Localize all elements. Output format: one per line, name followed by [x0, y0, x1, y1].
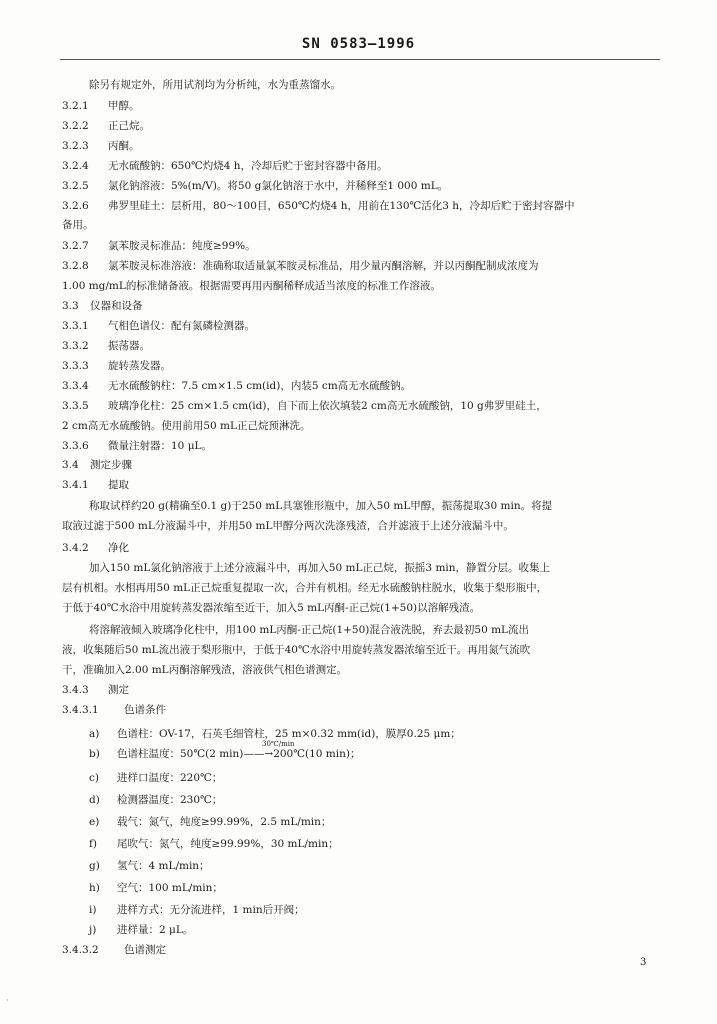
clause-text: 称取试样约20 g(精确至0.1 g)于250 mL具塞锥形瓶中，加入50 mL甲醇，振荡提取30 min。将提 — [89, 500, 553, 512]
clause-text: 2 cm高无水硫酸钠。使用前用50 mL正己烷预淋洗。 — [62, 420, 311, 432]
clause-text: 空气：100 mL/min； — [117, 882, 223, 894]
clause-text: 提取 — [108, 479, 129, 491]
margin-mark: · — [6, 996, 9, 1005]
clause-text: 振荡器。 — [108, 340, 150, 352]
clause-text: 进样量：2 μL。 — [117, 924, 194, 936]
clause-number: 3.3.2 — [62, 340, 89, 352]
clause-text: 载气：氮气，纯度≥99.99%，2.5 mL/min； — [117, 816, 332, 828]
clause-text: 取液过滤于500 mL分液漏斗中，并用50 mL甲醇分两次洗涤残渣，合并滤液于上述分液漏斗中。 — [62, 520, 514, 532]
clause-number: 3.4.3 — [62, 684, 89, 696]
clause-number: 3.3 — [62, 300, 79, 312]
clause-number: 3.2.2 — [62, 120, 89, 132]
clause-text: 无水硫酸钠：650℃灼烧4 h，冷却后贮于密封容器中备用。 — [108, 160, 388, 172]
clause-text: 液，收集随后50 mL流出液于梨形瓶中，于低于40℃水浴中用旋转蒸发器浓缩至近干。再用氮气流吹 — [62, 644, 531, 656]
clause-number: e) — [89, 816, 100, 828]
clause-text: 测定 — [108, 684, 129, 696]
clause-text: 弗罗里硅土：层析用，80～100目，650℃灼烧4 h，用前在130℃活化3 h，冷却后贮于密封容器中 — [108, 200, 575, 212]
clause-text: 旋转蒸发器。 — [108, 360, 171, 372]
clause-text: 甲醇。 — [108, 100, 140, 112]
clause-number: 3.2.4 — [62, 160, 89, 172]
clause-text: 氯苯胺灵标准溶液：准确称取适量氯苯胺灵标准品，用少量丙酮溶解，并以丙酮配制成浓度为 — [108, 260, 539, 272]
clause-text: 检测器温度：230℃； — [117, 794, 223, 806]
clause-number: 3.2.6 — [62, 200, 89, 212]
clause-text: 进样方式：无分流进样，1 min后开阀； — [117, 904, 305, 916]
ramp-rate-label: 30℃/min — [262, 740, 295, 748]
clause-text: 1.00 mg/mL的标准储备液。根据需要再用丙酮稀释成适当浓度的标准工作溶液。 — [62, 280, 441, 292]
clause-text: 除另有规定外，所用试剂均为分析纯，水为重蒸馏水。 — [89, 79, 341, 91]
clause-number: 3.4.3.2 — [62, 944, 99, 956]
clause-number: a) — [89, 728, 100, 740]
clause-text: 色谱柱：OV-17，石英毛细管柱，25 m×0.32 mm(id)，膜厚0.25 μm； — [117, 728, 461, 740]
clause-text: 氯化钠溶液：5%(m/V)。将50 g氯化钠溶于水中，并稀释至1 000 mL。 — [108, 180, 449, 192]
clause-text: 净化 — [108, 542, 129, 554]
clause-number: 3.4 — [62, 459, 79, 471]
clause-text: 层有机相。水相再用50 mL正己烷重复提取一次，合并有机相。经无水硫酸钠柱脱水，收集于梨形瓶中， — [62, 582, 548, 594]
clause-text: 测定步骤 — [90, 459, 132, 471]
clause-text: 微量注射器：10 μL。 — [108, 440, 212, 452]
clause-text: 丙酮。 — [108, 140, 140, 152]
clause-number: b) — [89, 748, 100, 760]
clause-number: 3.2.5 — [62, 180, 89, 192]
clause-text: 进样口温度：220℃； — [117, 772, 223, 784]
clause-text: 氢气：4 mL/min； — [117, 860, 210, 872]
clause-text: 氯苯胺灵标准品：纯度≥99%。 — [108, 240, 256, 252]
clause-number: 3.3.4 — [62, 380, 89, 392]
clause-number: 3.2.7 — [62, 240, 89, 252]
clause-text: 色谱条件 — [124, 704, 166, 716]
clause-text: 无水硫酸钠柱：7.5 cm×1.5 cm(id)，内装5 cm高无水硫酸钠。 — [108, 380, 412, 392]
clause-number: 3.4.2 — [62, 542, 89, 554]
clause-number: 3.3.6 — [62, 440, 89, 452]
clause-number: c) — [89, 772, 99, 784]
clause-number: i) — [89, 904, 97, 916]
clause-number: f) — [89, 838, 97, 850]
clause-number: g) — [89, 860, 100, 872]
clause-text: 于低于40℃水浴中用旋转蒸发器浓缩至近干，加入5 mL丙酮-正己烷(1+50)以溶解残渣。 — [62, 602, 481, 614]
clause-number: 3.4.3.1 — [62, 704, 99, 716]
clause-number: h) — [89, 882, 100, 894]
clause-number: 3.3.5 — [62, 400, 89, 412]
clause-text: 气相色谱仪：配有氮磷检测器。 — [108, 320, 255, 332]
clause-text: 加入150 mL氯化钠溶液于上述分液漏斗中，再加入50 mL正己烷，振摇3 min，静置分层。收集上 — [89, 562, 551, 574]
clause-text: 备用。 — [62, 219, 94, 231]
clause-text: 尾吹气：氮气，纯度≥99.99%，30 mL/min； — [117, 838, 339, 850]
standard-number-header: SN 0583—1996 — [301, 36, 416, 52]
clause-number: 3.3.1 — [62, 320, 89, 332]
clause-number: 3.2.3 — [62, 140, 89, 152]
clause-number: 3.2.1 — [62, 100, 89, 112]
clause-number: j) — [89, 924, 97, 936]
clause-number: 3.2.8 — [62, 260, 89, 272]
clause-text: 仪器和设备 — [90, 300, 143, 312]
clause-text: 色谱柱温度：50℃(2 min)——→200℃(10 min)； — [117, 748, 361, 760]
page-number: 3 — [640, 957, 647, 968]
clause-text: 色谱测定 — [124, 944, 166, 956]
clause-text: 将溶解液倾入玻璃净化柱中，用100 mL丙酮-正己烷(1+50)混合液洗脱，弃去最初50 mL流出 — [89, 624, 530, 636]
clause-number: 3.4.1 — [62, 479, 89, 491]
clause-number: d) — [89, 794, 100, 806]
clause-number: 3.3.3 — [62, 360, 89, 372]
clause-text: 正己烷。 — [108, 120, 150, 132]
clause-text: 玻璃净化柱：25 cm×1.5 cm(id)，自下而上依次填装2 cm高无水硫酸钠，10 g弗罗里硅土， — [108, 400, 547, 412]
header-rule — [60, 59, 660, 60]
clause-text: 干，准确加入2.00 mL丙酮溶解残渣，溶液供气相色谱测定。 — [62, 664, 348, 676]
